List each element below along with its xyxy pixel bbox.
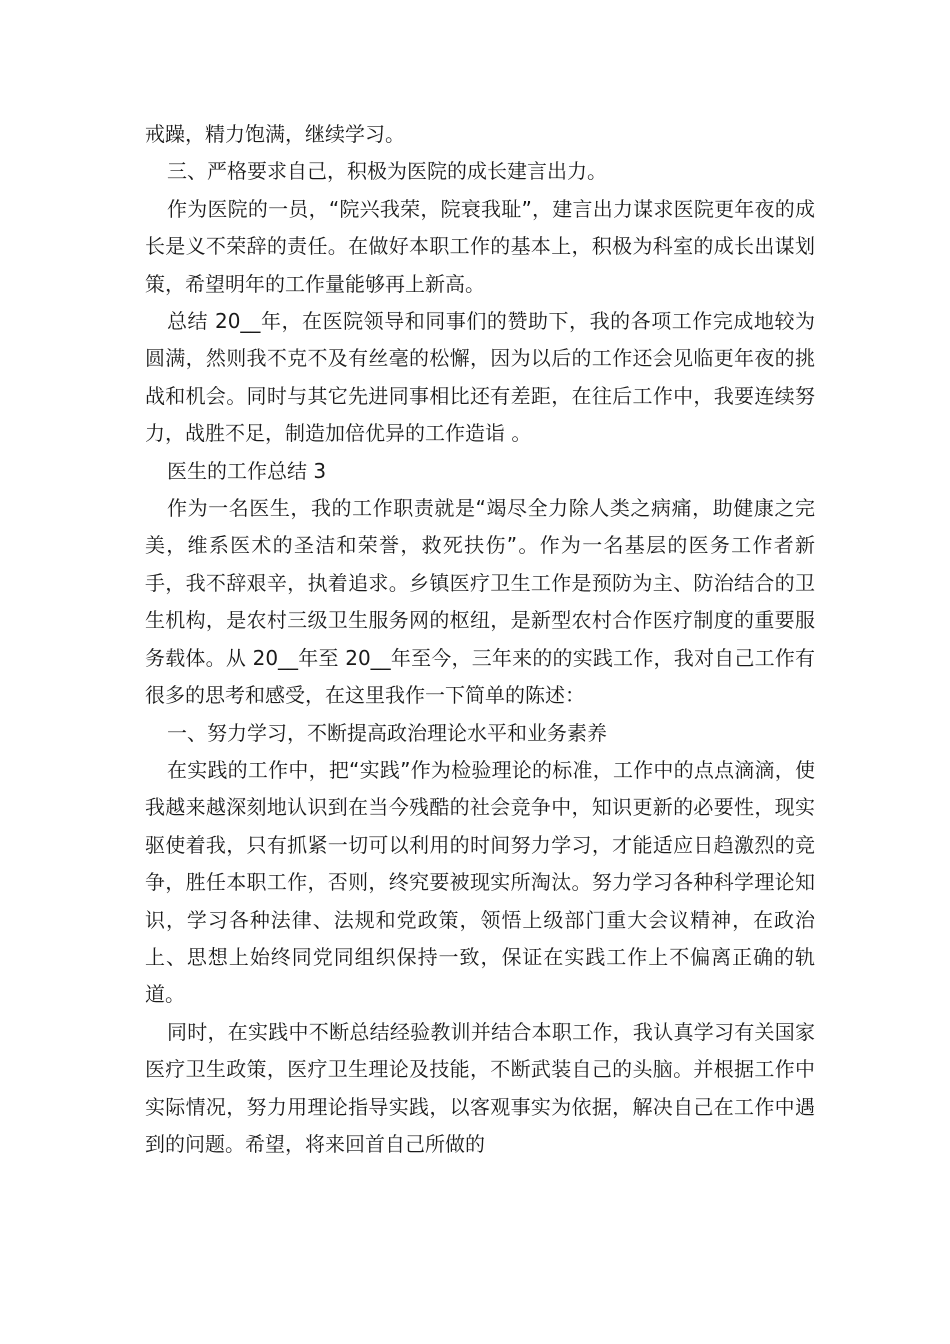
paragraph: 作为一名医生，我的工作职责就是“竭尽全力除人类之病痛，助健康之完美，维系医术的圣洁和荣誉，救死扶伤”。作为一名基层的医务工作者新手，我不辞艰辛，执着追求。乡镇医疗卫生工作是预防为主、防治结合的卫生机构，是农村三级卫生服务网的枢纽，是新型农村合作医疗制度的重要服务载体。从 20__年至 20__年至今，三年来的的实践工作，我对自己工作有很多的思考和感受，在这里我作一下简单的陈述： xyxy=(145,496,815,708)
section-heading-3: 三、严格要求自己，积极为医院的成长建言出力。 xyxy=(167,159,607,184)
section-heading-1: 一、努力学习，不断提高政治理论水平和业务素养 xyxy=(167,720,607,745)
paragraph: 同时，在实践中不断总结经验教训并结合本职工作，我认真学习有关国家医疗卫生政策，医疗卫生理论及技能，不断武装自己的头脑。并根据工作中实际情况，努力用理论指导实践，以客观事实为依据，解决自己在工作中遇到的问题。希望，将来回首自己所做的 xyxy=(145,1019,815,1156)
paragraph: 总结 20__年，在医院领导和同事们的赞助下，我的各项工作完成地较为圆满，然则我不克不及有丝毫的松懈，因为以后的工作还会见临更年夜的挑战和机会。同时与其它先进同事相比还有差距，在往后工作中，我要连续努力，战胜不足，制造加倍优异的工作造诣 。 xyxy=(145,309,815,446)
paragraph-continuation: 戒躁，精力饱满，继续学习。 xyxy=(145,122,405,146)
paragraph: 在实践的工作中，把“实践”作为检验理论的标准，工作中的点点滴滴，使我越来越深刻地认识到在当今残酷的社会竞争中，知识更新的必要性，现实驱使着我，只有抓紧一切可以利用的时间努力学习，才能适应日趋激烈的竞争，胜任本职工作，否则，终究要被现实所淘汰。努力学习各种科学理论知识，学习各种法律、法规和党政策，领悟上级部门重大会议精神，在政治上、思想上始终同党同组织保持一致，保证在实践工作上不偏离正确的轨道。 xyxy=(145,757,815,1007)
paragraph: 作为医院的一员，“院兴我荣，院衰我耻”，建言出力谋求医院更年夜的成长是义不荣辞的责任。在做好本职工作的基本上，积极为科室的成长出谋划策，希望明年的工作量能够再上新高。 xyxy=(145,196,815,296)
article-title: 医生的工作总结 3 xyxy=(167,458,327,483)
document-body xyxy=(145,116,815,1163)
